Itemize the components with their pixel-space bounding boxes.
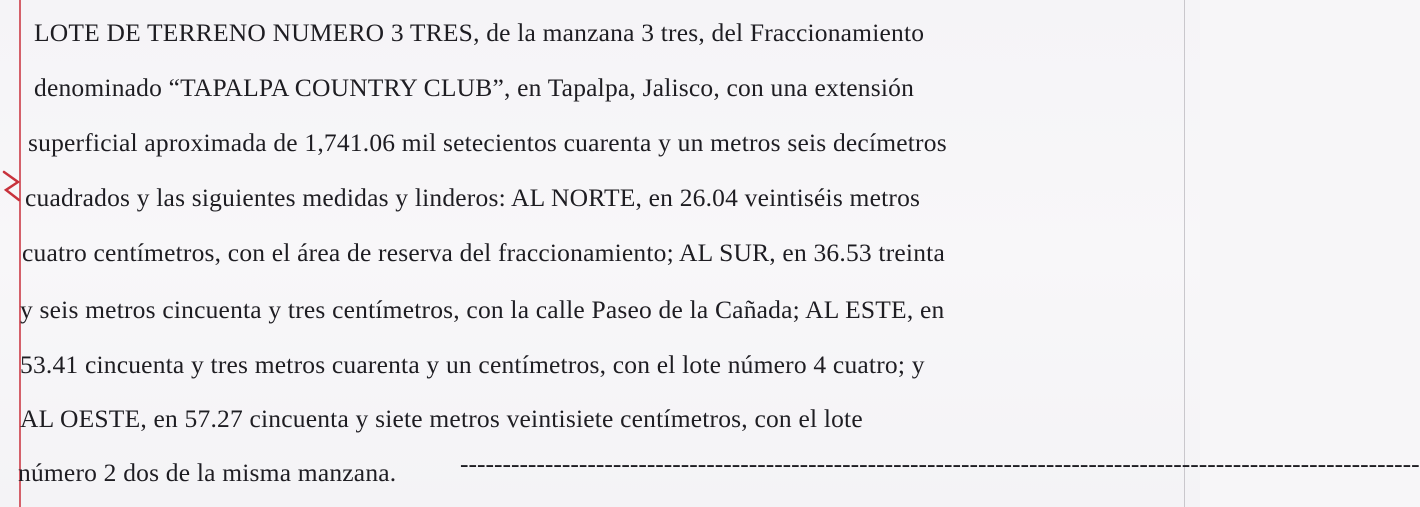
text-line-2: denominado “TAPALPA COUNTRY CLUB”, en Tapalpa, Jalisco, con una extensión bbox=[34, 73, 915, 102]
text-line-7: 53.41 cincuenta y tres metros cuarenta y un centímetros, con el lote número 4 cuatro; y bbox=[20, 350, 925, 379]
text-line-1: LOTE DE TERRENO NUMERO 3 TRES, de la manzana 3 tres, del Fraccionamiento bbox=[34, 18, 925, 47]
text-line-5: cuatro centímetros, con el área de reserva del fraccionamiento; AL SUR, en 36.53 treinta bbox=[22, 238, 945, 267]
text-line-3: superficial aproximada de 1,741.06 mil setecientos cuarenta y un metros seis decímetros bbox=[28, 128, 947, 157]
text-line-8: AL OESTE, en 57.27 cincuenta y siete metros veintisiete centímetros, con el lote bbox=[20, 404, 863, 433]
text-line-9: número 2 dos de la misma manzana. bbox=[18, 458, 397, 487]
text-line-6: y seis metros cincuenta y tres centímetros, con la calle Paseo de la Cañada; AL ESTE, en bbox=[20, 295, 945, 324]
trailing-dash-fill: ----------------------------------------------------------------------------------------------------------------- bbox=[460, 449, 1420, 478]
text-line-4: cuadrados y las siguientes medidas y linderos: AL NORTE, en 26.04 veintiséis metros bbox=[25, 183, 921, 212]
